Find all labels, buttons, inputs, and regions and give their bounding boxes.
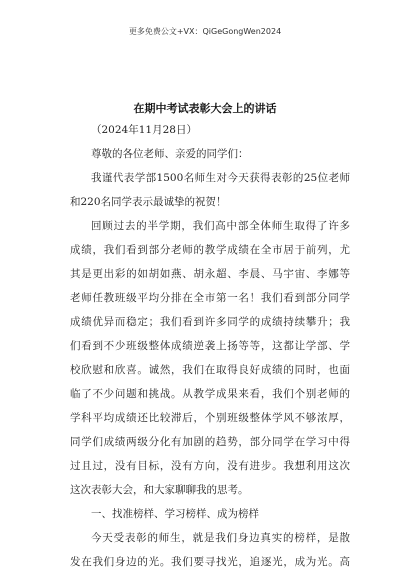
body-line: 老师任教班级平均分排在全市第一名！我们看到部分同学: [70, 292, 350, 304]
body-line: 们看到不少班级整体成绩逆袭上扬等等，这都让学部、学: [70, 340, 350, 352]
salutation-line: 尊敬的各位老师、亲爱的同学们：: [91, 148, 249, 160]
body-line: 发在我们身边的光。我们要寻找光，追逐光，成为光。高: [70, 556, 350, 568]
body-line: 其是更出彩的如胡如燕、胡永超、李晨、马宇宙、李娜等: [70, 268, 350, 280]
body-line: 同学们成绩两级分化有加剧的趋势，部分同学在学习中得: [70, 436, 350, 448]
body-line: 临了不少问题和挑战。从教学成果来看，我们个别老师的: [70, 388, 350, 400]
body-line: 回顾过去的半学期，我们高中部全体师生取得了许多: [91, 220, 350, 232]
document-body: [70, 118, 350, 574]
body-line: 我谨代表学部1500名师生对今天获得表彰的25位老师: [91, 172, 350, 184]
header-note: 更多免费公文+VX：QiGeGongWen2024: [128, 27, 282, 36]
body-line: 学科平均成绩还比较滞后，个别班级整体学风不够浓厚，: [70, 412, 350, 424]
date-line: （2024年11月28日）: [91, 124, 197, 136]
body-line: 成绩，我们看到部分老师的教学成绩在全市居于前列，尤: [70, 244, 350, 256]
body-line: 校欣慰和欣喜。诚然，我们在取得良好成绩的同时，也面: [70, 364, 350, 376]
section-heading: 一、找准榜样、学习榜样、成为榜样: [91, 508, 259, 520]
body-line: 和220名同学表示最诚挚的祝贺！: [70, 196, 227, 208]
body-line: 这次表彰大会，和大家聊聊我的思考。: [70, 484, 249, 496]
body-line: 成绩优异而稳定；我们看到许多同学的成绩持续攀升；我: [70, 316, 350, 328]
document-title: 在期中考试表彰大会上的讲话: [133, 102, 277, 115]
body-line: 今天受表彰的师生，就是我们身边真实的榜样，是散: [91, 532, 350, 544]
body-line: 过且过，没有目标，没有方向，没有进步。我想利用这次: [70, 460, 350, 472]
